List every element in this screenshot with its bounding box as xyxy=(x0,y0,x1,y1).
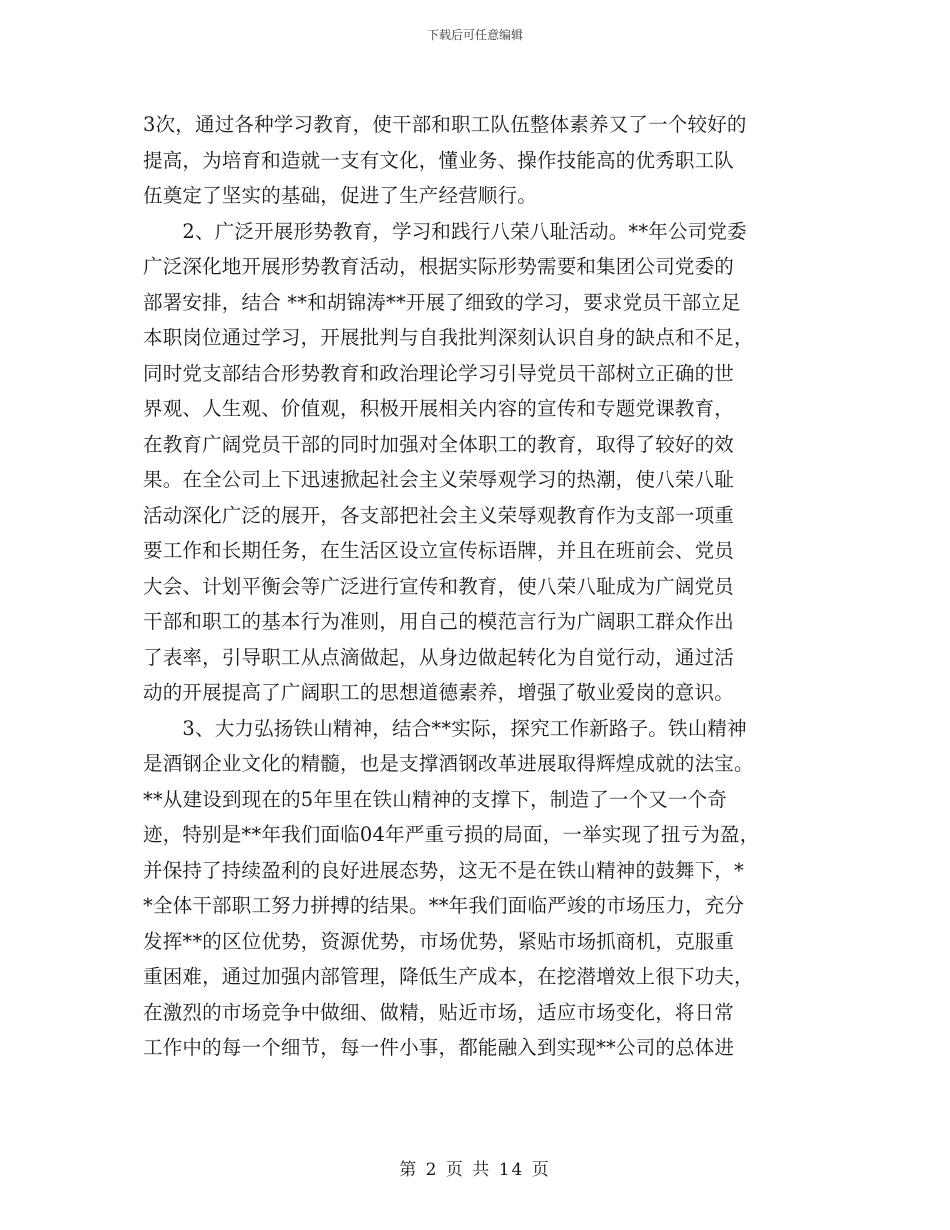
body-text xyxy=(143,107,813,1066)
text-line: 了表率，引导职工从点滴做起，从身边做起转化为自觉行动，通过活 xyxy=(143,645,735,669)
text-line: 并保持了持续盈利的良好进展态势，这无不是在铁山精神的鼓舞下，* xyxy=(143,858,744,882)
text-line: 重困难，通过加强内部管理，降低生产成本，在挖潜增效上很下功夫， xyxy=(143,965,754,988)
text-line: 在教育广阔党员干部的同时加强对全体职工的教育，取得了较好的效 xyxy=(143,432,735,456)
text-line: 迹，特别是**年我们面临04年严重亏损的局面，一举实现了扭亏为盈， xyxy=(143,823,760,846)
text-line: 干部和职工的基本行为准则，用自己的模范言行为广阔职工群众作出 xyxy=(143,610,735,633)
text-line: 大会、计划平衡会等广泛进行宣传和教育，使八荣八耻成为广阔党员 xyxy=(143,574,735,598)
text-line: 是酒钢企业文化的精髓，也是支撑酒钢改革进展取得辉煌成就的法宝。 xyxy=(143,752,754,775)
text-line: 同时党支部结合形势教育和政治理论学习引导党员干部树立正确的世 xyxy=(143,361,735,385)
text-line: 3、大力弘扬铁山精神，结合**实际，探究工作新路子。铁山精神 xyxy=(143,716,747,740)
text-line: 广泛深化地开展形势教育活动，根据实际形势需要和集团公司党委的 xyxy=(143,255,735,278)
text-line: 动的开展提高了广阔职工的思想道德素养，增强了敬业爱岗的意识。 xyxy=(143,681,735,704)
text-line: 工作中的每一个细节，每一件小事，都能融入到实现**公司的总体进 xyxy=(143,1036,735,1059)
text-line: *全体干部职工努力拼搏的结果。**年我们面临严竣的市场压力，充分 xyxy=(143,894,745,917)
text-line: 发挥**的区位优势，资源优势，市场优势，紧贴市场抓商机，克服重 xyxy=(143,929,735,953)
text-line: 伍奠定了坚实的基础，促进了生产经营顺行。 xyxy=(143,184,538,207)
text-line: 本职岗位通过学习，开展批判与自我批判深刻认识自身的缺点和不足， xyxy=(143,326,754,349)
text-line: 活动深化广泛的展开，各支部把社会主义荣辱观教育作为支部一项重 xyxy=(143,503,735,527)
text-line: 3次，通过各种学习教育，使干部和职工队伍整体素养又了一个较好的 xyxy=(143,113,747,136)
page-header-note: 下载后可任意编辑 xyxy=(426,28,523,42)
text-line: 部署安排，结合 **和胡锦涛**开展了细致的学习，要求党员干部立足 xyxy=(143,290,741,314)
page-number-footer: 第 2 页 共 14 页 xyxy=(399,1160,551,1180)
text-line: 界观、人生观、价值观，积极开展相关内容的宣传和专题党课教育， xyxy=(143,397,735,420)
text-line: 在激烈的市场竞争中做细、做精，贴近市场，适应市场变化，将日常 xyxy=(143,1000,735,1024)
text-line: 提高，为培育和造就一支有文化，懂业务、操作技能高的优秀职工队 xyxy=(143,148,735,172)
text-line: 2、广泛开展形势教育，学习和践行八荣八耻活动。**年公司党委 xyxy=(143,219,747,243)
text-line: **从建设到现在的5年里在铁山精神的支撑下，制造了一个又一个奇 xyxy=(143,787,728,811)
text-line: 果。在全公司上下迅速掀起社会主义荣辱观学习的热潮，使八荣八耻 xyxy=(143,468,735,491)
text-line: 要工作和长期任务，在生活区设立宣传标语牌，并且在班前会、党员 xyxy=(143,539,735,562)
